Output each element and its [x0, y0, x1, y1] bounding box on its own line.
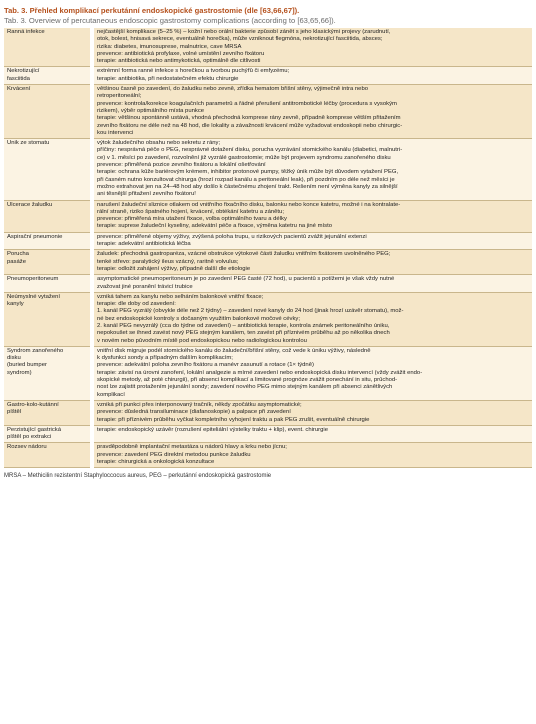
- description-line: ce) v 1. měsíci po zavedení, rozvolnění již vyzrálé gastrostomie; může být projevem syndromu zanořeného disku: [97, 154, 391, 161]
- description-line: tenké střevo: paralytický ileus vzácný, raritně volvulus;: [97, 258, 239, 265]
- table-row: [4, 425, 532, 443]
- description-line: výtok žaludečního obsahu nebo sekretu z rány;: [97, 140, 221, 147]
- table-caption-czech: Tab. 3. Přehled komplikací perkutánní endoskopické gastrostomie (dle [63,66,67]).: [4, 6, 300, 15]
- complication-description-cell: [92, 400, 532, 425]
- complication-name-line: Rozsev nádoru: [7, 444, 47, 451]
- complication-description-cell: [92, 200, 532, 232]
- table-row: [4, 28, 532, 67]
- description-line: terapie: adekvátní antibiotická léčba: [97, 241, 191, 248]
- description-line: v novém nebo původním místě pod endoskopickou nebo radiologickou kontrolou: [97, 337, 307, 344]
- table-row: [4, 346, 532, 400]
- description-line: vnitřní disk migruje podél stomického kanálu do žaludeční/břišní stěny, což vede k úniku výživy, následně: [97, 347, 371, 354]
- description-line: terapie: antibiotická nebo antimykotická, optimálně dle citlivosti: [97, 58, 261, 65]
- complication-name-cell: [4, 139, 92, 200]
- description-line: terapie: většinou spontánně ustává, vhodná přechodná komprese rány zevně, případně komprese větším přitažením: [97, 115, 401, 122]
- description-line: nepokoušet se ihned zavést nový PEG stejným kanálem, ten zavést při příznivém průběhu až po několika dnech: [97, 330, 390, 337]
- description-line: komplikací: [97, 391, 125, 398]
- description-line: při časném nutno konzultovat chirurga (hrozí rozpad kanálu a peritoneální leak), při pozdním po déle než měsíci je: [97, 176, 395, 183]
- description-line: terapie: suprese žaludeční kyseliny, adekvátní péče a fixace, výměna katetru na jiné místo: [97, 223, 332, 230]
- description-line: 1. kanál PEG vyzrálý (obvykle déle než 2 týdny) – zavedení nové kanyly do 24 hod (jinak hrozí uzávěr stomatu), mož-: [97, 308, 404, 315]
- description-line: možno extrahovat jen na 24–48 hod aby došlo k částečnému zhojení trakt. Řešením není výměna kanyly za silnější: [97, 183, 398, 190]
- description-line: né bez endoskopické kontroly s dočasným využitím balonkové močové cévky;: [97, 315, 300, 322]
- table-row: [4, 250, 532, 275]
- complication-name-line: kanyly: [7, 301, 24, 308]
- description-line: extrémní forma ranné infekce s horečkou a tvorbou puchýřů či emfyzému;: [97, 68, 290, 75]
- description-line: retroperitoneální;: [97, 93, 142, 100]
- complications-table-body: [4, 28, 532, 468]
- complication-name-line: Porucha: [7, 251, 29, 258]
- complication-description-cell: [92, 425, 532, 443]
- complication-name-cell: [4, 67, 92, 85]
- description-line: nost lze zajistit protažením jejunální sondy; zavedení nového PEG mimo stejným kanálem při absenci zánětlivých: [97, 384, 393, 391]
- complication-name-cell: [4, 346, 92, 400]
- complication-name-line: píštěl po extrakci: [7, 434, 52, 441]
- complication-name-cell: [4, 400, 92, 425]
- description-line: prevence: důsledná transiluminace (diafanoskopie) a palpace při zavedení: [97, 409, 291, 416]
- description-line: pravděpodobně implantační metastáza u nádorů hlavy a krku nebo jícnu;: [97, 444, 287, 451]
- table-row: [4, 400, 532, 425]
- description-line: terapie: odložit zahájení výživy, případně další dle etiologie: [97, 265, 251, 272]
- complication-description-cell: [92, 250, 532, 275]
- description-line: terapie: dle doby od zavedení:: [97, 301, 176, 308]
- complication-description-cell: [92, 139, 532, 200]
- complication-name-line: Neúmyslné vytažení: [7, 293, 61, 300]
- description-line: zvažovat jiné poranění trávicí trubice: [97, 283, 193, 290]
- complication-name-line: disku: [7, 355, 21, 362]
- complication-name-line: Perzistující gastrická: [7, 426, 62, 433]
- complications-table: [4, 28, 532, 468]
- complication-name-line: Krvácení: [7, 86, 31, 93]
- table-caption-english: Tab. 3. Overview of percutaneous endoscopic gastrostomy complications (according to [63,65,66]).: [4, 16, 336, 25]
- complication-name-cell: [4, 275, 92, 293]
- description-line: terapie: antibiotika, při nedostatečném efektu chirurgie: [97, 75, 239, 82]
- description-line: rální straně, riziko špatného hojení, krvácení, obtékání katetru a zánětu;: [97, 208, 284, 215]
- description-line: zevního fixátoru ne déle než na 48 hod, dle lokality a závažnosti krvácení může vyžadovat endoskopii nebo chirurgic-: [97, 122, 403, 129]
- table-row: [4, 232, 532, 250]
- complication-name-line: Aspirační pneumonie: [7, 233, 63, 240]
- complication-name-cell: [4, 443, 92, 468]
- table-row: [4, 200, 532, 232]
- complication-name-cell: [4, 85, 92, 139]
- description-line: otok, bolest, hnisavá sekrece, eventuálně horečka), může vzniknout flegmóna, nekrotizující fasciitida, absces;: [97, 36, 383, 43]
- complication-description-cell: [92, 275, 532, 293]
- complication-name-line: fasciitida: [7, 75, 30, 82]
- table-row: [4, 67, 532, 85]
- table-row: [4, 275, 532, 293]
- description-line: žaludek: přechodná gastroparéza, vzácné obstrukce výtokové části žaludku vnitřním fixátorem uvolněného PEG;: [97, 251, 391, 258]
- complication-name-line: (buried bumper: [7, 362, 47, 369]
- description-line: terapie: při příznivém průběhu vyčkat kompletního vyhojení traktu a pak PEG zrušit, eventuálně chirurgie: [97, 416, 370, 423]
- complication-name-line: pasáže: [7, 258, 26, 265]
- description-line: prevence: přiměřená míra utažení fixace, volba optimálního tvaru a délky: [97, 216, 287, 223]
- description-line: vzniká tahem za kanylu nebo selháním balonkové vnitřní fixace;: [97, 293, 264, 300]
- description-line: příčiny: nesprávná péče o PEG, nesprávné dotažení disku, porucha vyzrávání stomického kanálu (diabetici, malnutri-: [97, 147, 403, 154]
- description-line: ani těsnější přitažení zevního fixátoru!: [97, 191, 196, 198]
- complication-name-cell: [4, 232, 92, 250]
- description-line: narušení žaludeční sliznice otlakem od vnitřního fixačního disku, balonku nebo konce katetru, možné i na kontralate-: [97, 201, 401, 208]
- complication-description-cell: [92, 28, 532, 67]
- table-footnote: MRSA – Methicilin rezistentní Staphyloccocus aureus, PEG – perkutánní endoskopická gastrostomie: [4, 473, 272, 480]
- complication-name-cell: [4, 250, 92, 275]
- complication-name-cell: [4, 425, 92, 443]
- description-line: terapie: ochrana kůže bariérovým krémem, inhibitor protonové pumpy, těžký únik může být důvodem vytažení PEG,: [97, 169, 399, 176]
- complication-name-line: Ulcerace žaludku: [7, 201, 53, 208]
- complication-name-line: Gastro-kolo-kutánní: [7, 401, 59, 408]
- description-line: většinou časně po zavedení, do žaludku nebo zevně, zřídka hematom břišní stěny, výjimečně intra nebo: [97, 86, 369, 93]
- complication-name-cell: [4, 200, 92, 232]
- description-line: prevence: antibiotická profylaxe, volné umístění zevního fixátoru: [97, 50, 265, 57]
- description-line: prevence: přiměřená pozice zevního fixátoru a lokální ošetřování: [97, 162, 266, 169]
- description-line: prevence: adekvátní poloha zevního fixátoru a manévr zasunutí a rotace (1× týdně): [97, 362, 314, 369]
- description-line: kou intervenci: [97, 129, 134, 136]
- complication-description-cell: [92, 346, 532, 400]
- complication-name-cell: [4, 28, 92, 67]
- description-line: asymptomatické pneumoperitoneum je po zavedení PEG časté (72 hod), u pacientů s potížemi je však vždy nutné: [97, 276, 395, 283]
- description-line: terapie: závisí na úrovni zanoření, lokální analgezie a mírné zavedení nebo endoskopická disku intervencí (vždy zvážit endo-: [97, 369, 423, 376]
- complication-name-line: Únik ze stomatu: [7, 140, 50, 147]
- complication-name-line: Nekrotizující: [7, 68, 40, 75]
- complication-name-cell: [4, 292, 92, 346]
- complication-name-line: syndrom): [7, 369, 32, 376]
- description-line: prevence: zavedení PEG direktní metodou punkce žaludku: [97, 451, 251, 458]
- description-line: terapie: endoskopický uzávěr (rozrušení epiteliální výstelky traktu + klip), event. chirurgie: [97, 426, 328, 433]
- description-line: rizikem), výběr optimálního místa punkce: [97, 107, 205, 114]
- complication-name-line: Syndrom zanořeného: [7, 347, 64, 354]
- table-row: [4, 292, 532, 346]
- complication-name-line: Pneumoperitoneum: [7, 276, 59, 283]
- description-line: prevence: kontrola/korekce koagulačních parametrů a řádné přerušení antitrombotické léčby (procedura s vysokým: [97, 100, 397, 107]
- complication-description-cell: [92, 443, 532, 468]
- description-line: vzniká při punkci přes interponovaný tračník, někdy zpočátku asymptomatické;: [97, 401, 302, 408]
- description-line: nejčastější komplikace (5–25 %) – kožní nebo orální bakterie způsobí zánět s jeho klasickými projevy (zarudnutí,: [97, 29, 391, 35]
- complication-description-cell: [92, 232, 532, 250]
- description-line: prevence: přiměřené objemy výživy, zvýšená poloha trupu, u rizikových pacientů zvážit jejunální extenzi: [97, 233, 367, 240]
- complication-description-cell: [92, 85, 532, 139]
- table-row: [4, 139, 532, 200]
- table-row: [4, 443, 532, 468]
- complication-name-line: Ranná infekce: [7, 29, 45, 35]
- description-line: rizika: diabetes, imunosuprese, malnutrice, cave MRSA: [97, 43, 242, 50]
- description-line: terapie: chirurgická a onkologická konzultace: [97, 459, 215, 466]
- description-line: skopické metody, až poté chirurgii), při absenci komplikací a limitované prognóze zvážit ponechání in situ, průchod-: [97, 377, 398, 384]
- complication-description-cell: [92, 292, 532, 346]
- description-line: k dysfunkci sondy a případným dalším komplikacím;: [97, 355, 233, 362]
- table-row: [4, 85, 532, 139]
- description-line: 2. kanál PEG nevyzrálý (cca do týdne od zavedení) – antibiotická terapie, kontrola známek peritoneálního úniku,: [97, 322, 390, 329]
- complication-name-line: píštěl: [7, 409, 22, 416]
- complication-description-cell: [92, 67, 532, 85]
